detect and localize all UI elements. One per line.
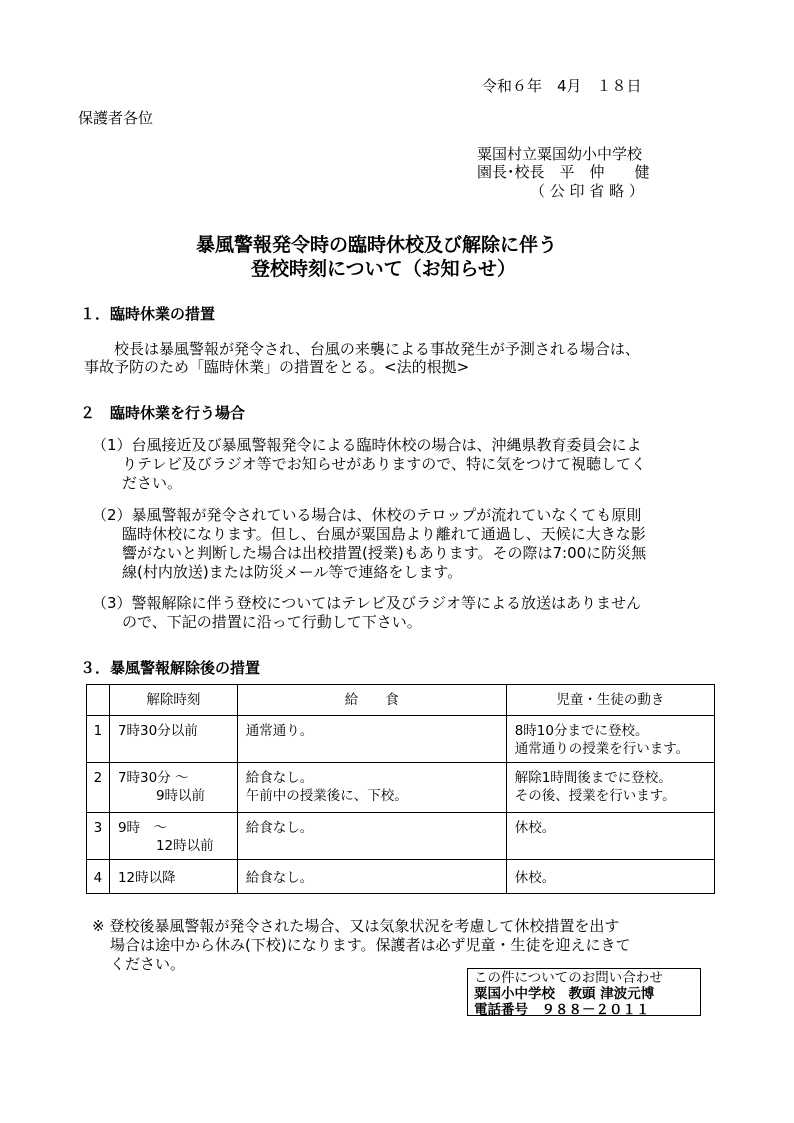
contact-caption: この件についてのお問い合わせ <box>474 970 663 986</box>
section2-heading: ２ 臨時休業を行う場合 <box>80 404 246 422</box>
release-time-cell: 7時30分 ～ 9時以前 <box>109 763 237 813</box>
table-header-row <box>87 685 715 716</box>
note-line1: ※ 登校後暴風警報が発令された場合、又は気象状況を考慮して休校措置を出す <box>92 917 620 935</box>
table-row <box>87 763 715 813</box>
section2-item3-line1: （3）警報解除に伴う登校についてはテレビ及びラジオ等による放送はありません <box>92 594 641 612</box>
contact-phone: 電話番号 ９８８－２０１１ <box>474 1002 650 1018</box>
table-row <box>87 813 715 860</box>
lunch-cell: 給食なし。 午前中の授業後に、下校。 <box>237 763 506 813</box>
section2-item1-line3: ださい。 <box>122 474 183 492</box>
row-number: 2 <box>87 763 110 813</box>
table-row <box>87 860 715 894</box>
row-number: 4 <box>87 860 110 894</box>
section2-item2-line2: 臨時休校になります。但し、台風が粟国島より離れて通過し、天候に大きな影 <box>122 525 646 543</box>
section2-item3-line2: ので、下記の措置に沿って行動して下さい。 <box>122 613 422 631</box>
release-time-cell: 7時30分以前 <box>109 716 237 763</box>
document-title-line2: 登校時刻について（お知らせ） <box>251 258 517 280</box>
release-time-cell: 9時 ～ 12時以前 <box>109 813 237 860</box>
student-action-cell: 休校。 <box>506 860 714 894</box>
section3-heading: ３．暴風警報解除後の措置 <box>80 659 261 677</box>
table-row <box>87 716 715 763</box>
lunch-cell: 通常通り。 <box>237 716 506 763</box>
contact-person: 粟国小中学校 教頭 津波元博 <box>474 986 655 1002</box>
lunch-cell: 給食なし。 <box>237 813 506 860</box>
section2-item2-line3: 響がないと判断した場合は出校措置(授業)もあります。その際は7:00に防災無 <box>122 544 647 562</box>
student-action-cell: 休校。 <box>506 813 714 860</box>
lift-measures-table <box>86 684 715 894</box>
section1-heading: １．臨時休業の措置 <box>80 305 216 323</box>
contact-box <box>467 968 701 1016</box>
student-action-cell: 解除1時間後までに登校。 その後、授業を行います。 <box>506 763 714 813</box>
document-date: 令和６年 4月 １８日 <box>482 77 642 95</box>
table-header-cell <box>87 685 110 716</box>
section1-text-line2: 事故予防のため「臨時休業」の措置をとる。<法的根拠> <box>84 358 470 376</box>
note-line2: 場合は途中から休み(下校)になります。保護者は必ず児童・生徒を迎えにきて <box>110 936 631 954</box>
row-number: 3 <box>87 813 110 860</box>
note-line3: ください。 <box>110 955 186 973</box>
principal-name: 園長･校長 平 仲 健 <box>477 163 650 181</box>
seal-omitted: （ 公 印 省 略 ） <box>530 182 644 200</box>
section1-text-line1: 校長は暴風警報が発令され、台風の来襲による事故発生が予測される場合は、 <box>114 340 640 358</box>
document-title-line1: 暴風警報発令時の臨時休校及び解除に伴う <box>196 234 558 256</box>
section2-item2-line4: 線(村内放送)または防災メール等で連絡をします。 <box>122 563 463 581</box>
section2-item2-line1: （2）暴風警報が発令されている場合は、休校のテロップが流れていなくても原則 <box>92 506 642 524</box>
recipient: 保護者各位 <box>78 109 154 127</box>
section2-item1-line2: りテレビ及びラジオ等でお知らせがありますので、特に気をつけて視聴してく <box>122 455 646 473</box>
row-number: 1 <box>87 716 110 763</box>
release-time-cell: 12時以降 <box>109 860 237 894</box>
student-action-cell: 8時10分までに登校。 通常通りの授業を行います。 <box>506 716 714 763</box>
table-header-cell: 児童・生徒の動き <box>506 685 714 716</box>
school-name: 粟国村立粟国幼小中学校 <box>477 145 643 163</box>
table-header-cell: 解除時刻 <box>109 685 237 716</box>
table-header-cell: 給 食 <box>237 685 506 716</box>
section2-item1-line1: （1）台風接近及び暴風警報発令による臨時休校の場合は、沖縄県教育委員会によ <box>92 436 642 454</box>
lunch-cell: 給食なし。 <box>237 860 506 894</box>
